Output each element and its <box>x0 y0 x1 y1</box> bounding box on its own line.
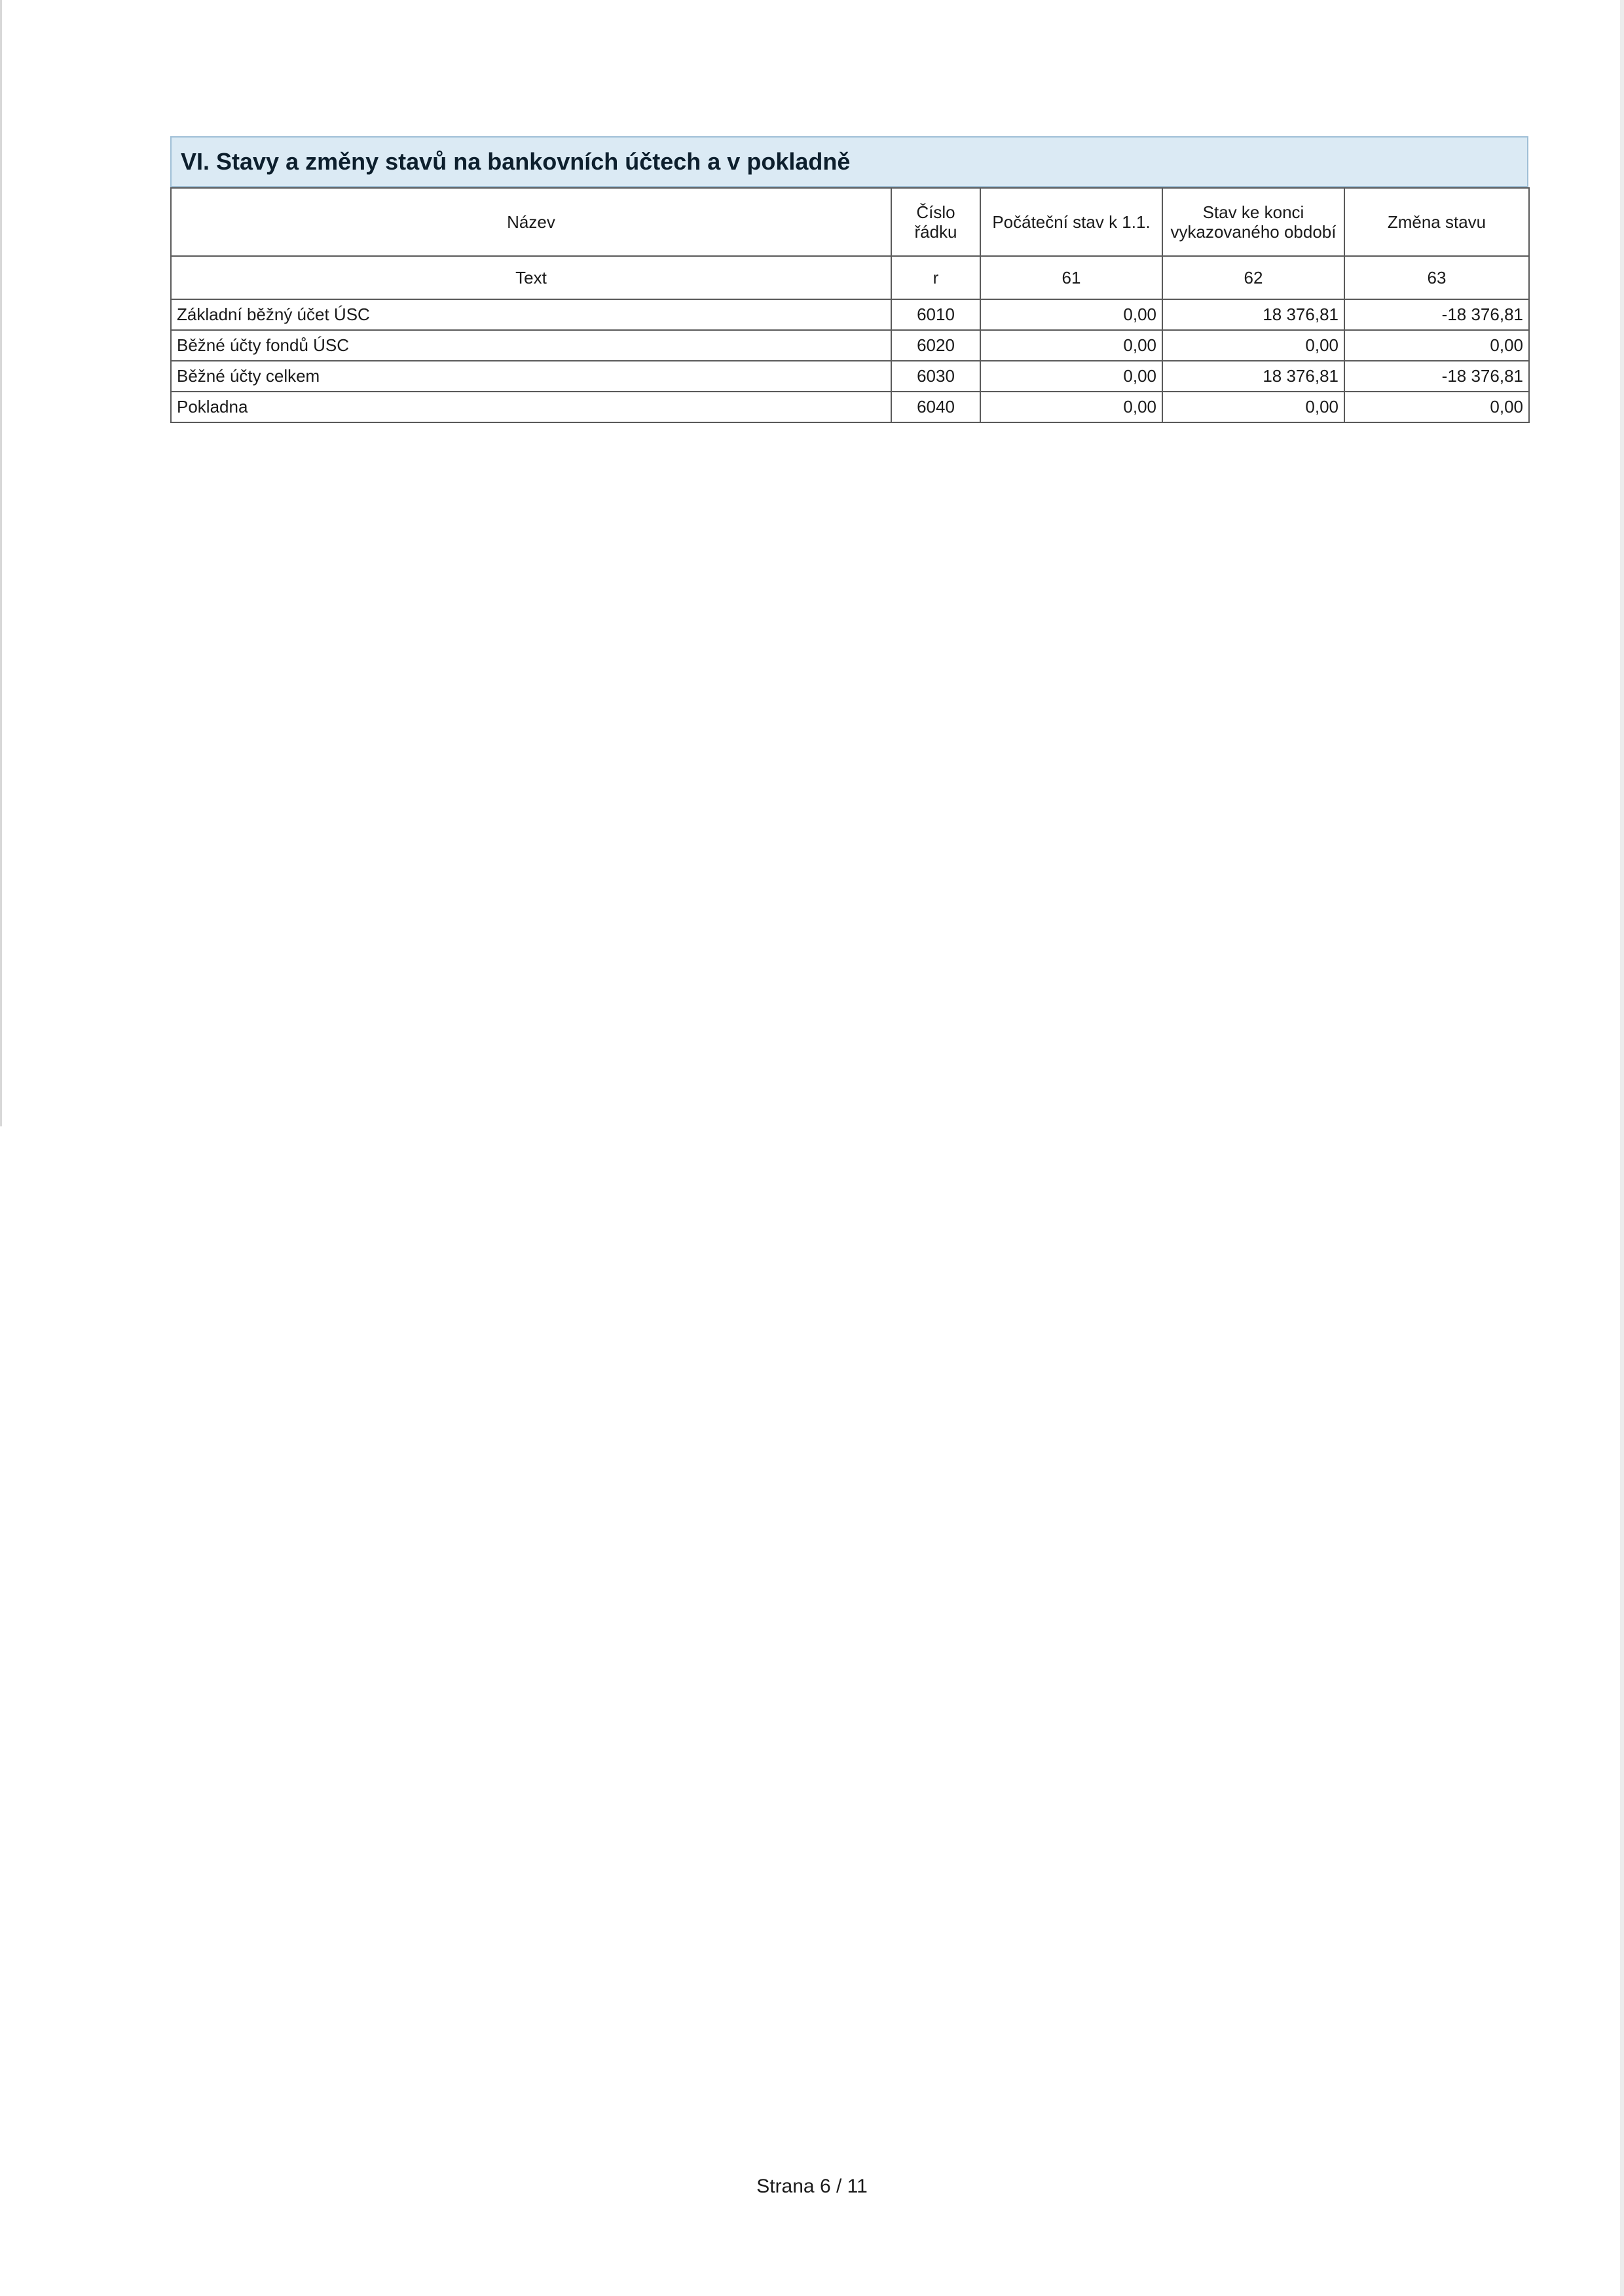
code-start-balance: 61 <box>980 256 1162 299</box>
row-change: 0,00 <box>1344 330 1529 361</box>
row-name: Základní běžný účet ÚSC <box>171 299 891 330</box>
row-number: 6020 <box>891 330 980 361</box>
row-change: 0,00 <box>1344 392 1529 422</box>
row-name: Pokladna <box>171 392 891 422</box>
row-change: -18 376,81 <box>1344 361 1529 392</box>
row-end-balance: 18 376,81 <box>1162 361 1344 392</box>
table-row <box>171 392 1529 422</box>
row-number: 6030 <box>891 361 980 392</box>
row-start-balance: 0,00 <box>980 361 1162 392</box>
row-end-balance: 0,00 <box>1162 392 1344 422</box>
header-start-balance: Počáteční stav k 1.1. <box>980 188 1162 256</box>
table-row <box>171 361 1529 392</box>
code-change: 63 <box>1344 256 1529 299</box>
row-end-balance: 18 376,81 <box>1162 299 1344 330</box>
header-row-number: Číslo řádku <box>891 188 980 256</box>
table-header-row <box>171 188 1529 256</box>
bank-accounts-table <box>170 187 1530 423</box>
row-end-balance: 0,00 <box>1162 330 1344 361</box>
bank-accounts-section <box>170 136 1528 423</box>
row-name: Běžné účty fondů ÚSC <box>171 330 891 361</box>
page-number: Strana 6 / 11 <box>756 2176 868 2197</box>
header-end-balance: Stav ke konci vykazovaného období <box>1162 188 1344 256</box>
row-start-balance: 0,00 <box>980 392 1162 422</box>
header-name: Název <box>171 188 891 256</box>
code-name: Text <box>171 256 891 299</box>
scan-left-edge <box>0 0 2 1126</box>
table-row <box>171 299 1529 330</box>
row-start-balance: 0,00 <box>980 299 1162 330</box>
scan-right-edge <box>1620 0 1624 2296</box>
table-row <box>171 330 1529 361</box>
row-name: Běžné účty celkem <box>171 361 891 392</box>
header-change: Změna stavu <box>1344 188 1529 256</box>
row-change: -18 376,81 <box>1344 299 1529 330</box>
row-number: 6010 <box>891 299 980 330</box>
code-row-number: r <box>891 256 980 299</box>
table-code-row <box>171 256 1529 299</box>
row-number: 6040 <box>891 392 980 422</box>
code-end-balance: 62 <box>1162 256 1344 299</box>
row-start-balance: 0,00 <box>980 330 1162 361</box>
section-title: VI. Stavy a změny stavů na bankovních účtech a v pokladně <box>170 136 1528 187</box>
